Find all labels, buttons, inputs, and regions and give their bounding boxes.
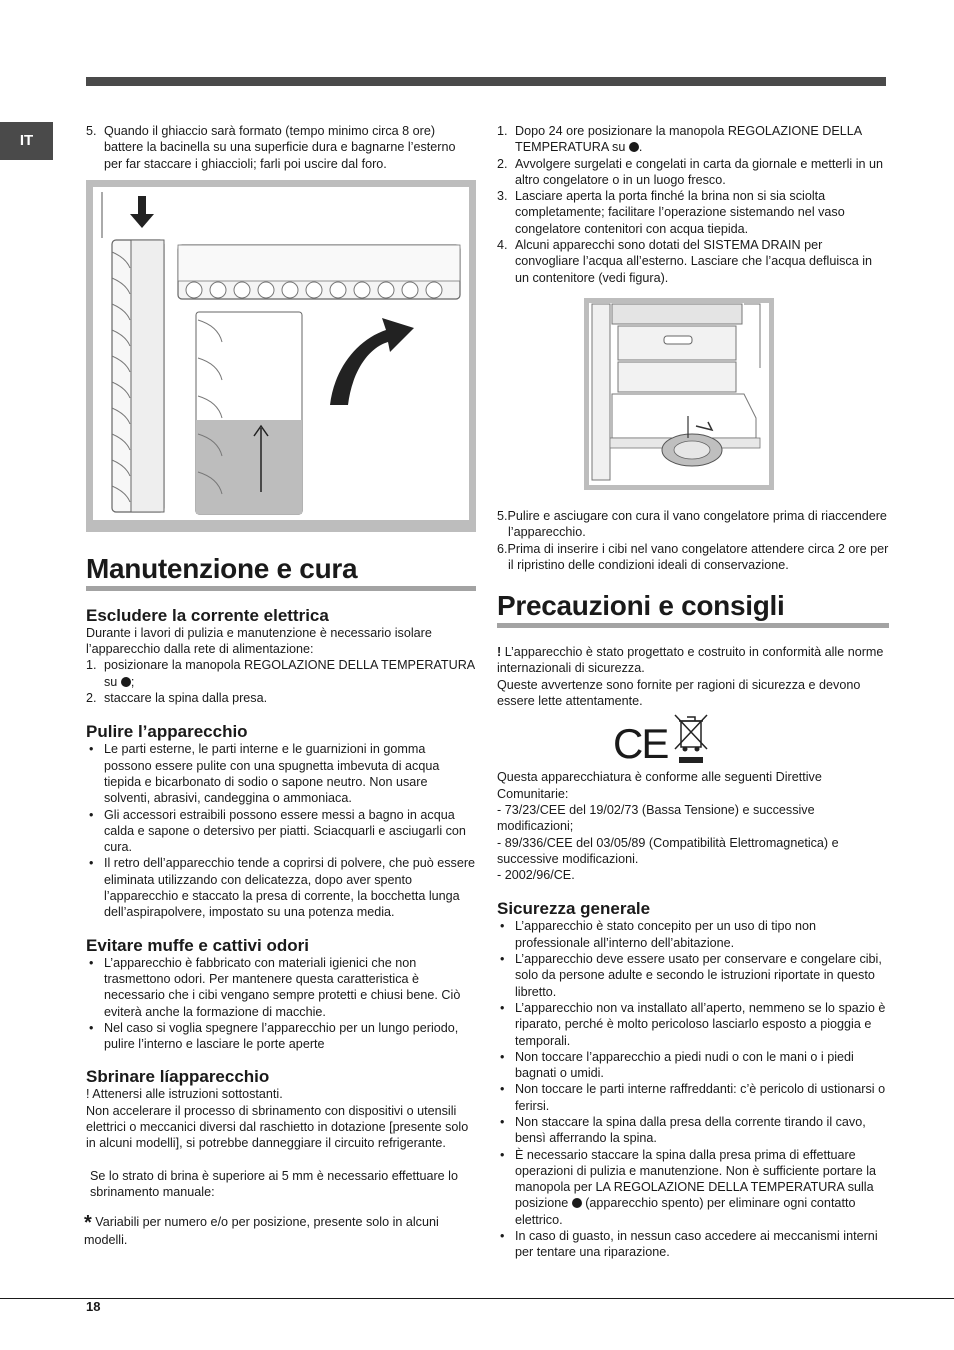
maintenance-heading-wrap: [86, 554, 476, 591]
defrost-step-4: 4. Alcuni apparecchi sono dotati del SISTEMA DRAIN per convogliare l’acqua all’esterno. Lasciare che l’acqua defluisca in un contenitore (vedi figura).: [497, 238, 873, 285]
step-5: 5. Quando il ghiaccio sarà formato (tempo minimo circa 8 ore) battere la bacinella su una superficie dura e bagnarne l’esterno per far staccare i ghiaccioli; farli poi uscire dal foro.: [86, 124, 456, 171]
disconnect-intro: Durante i lavori di pulizia e manutenzione è necessario isolare l’apparecchio dalla rete di alimentazione:: [86, 625, 432, 657]
drain-figure: [584, 298, 774, 490]
cleaning-bullet-2: • Gli accessori estraibili possono essere messi a bagno in acqua calda e sapone o detersivo per piatti. Sciacquarli e asciugarli con cura.: [86, 807, 476, 856]
mould-heading: Evitare muffe e cattivi odori: [86, 935, 309, 955]
cleaning-heading: Pulire l’apparecchio: [86, 722, 248, 742]
certification-marks: [613, 711, 889, 769]
disconnect-heading: Escludere la corrente elettrica: [86, 605, 329, 625]
maintenance-heading: Manutenzione e cura: [86, 554, 476, 591]
directives-intro: Questa apparecchiatura è conforme alle seguenti Direttive Comunitarie:: [497, 770, 822, 801]
off-position-icon: [572, 1198, 582, 1208]
safety-bullet-5: • Non toccare le parti interne raffreddanti: c’è pericolo di ustionarsi o ferirsi.: [497, 1081, 889, 1114]
safety-bullet-1: • L’apparecchio è stato concepito per un uso di tipo non professionale all’interno dell’abitazione.: [497, 918, 889, 951]
safety-bullet-3: • L’apparecchio non va installato all’aperto, nemmeno se lo spazio è riparato, perché è molto pericoloso lasciarlo esposto a pioggia e temporali.: [497, 1000, 889, 1049]
precautions-heading-wrap: [497, 591, 889, 628]
footnote: * Variabili per numero e/o per posizione, presente solo in alcuni modelli.: [84, 1212, 439, 1247]
defrost-manual: Se lo strato di brina è superiore ai 5 mm è necessario effettuare lo sbrinamento manuale:: [90, 1168, 458, 1199]
header-rule: [86, 77, 886, 86]
safety-bullet-8: • In caso di guasto, in nessun caso accedere ai meccanismi interni per tentare una riparazione.: [497, 1228, 889, 1261]
safety-bullet-6: • Non staccare la spina dalla presa della corrente tirando il cavo, bensì afferrando la spina.: [497, 1114, 889, 1147]
safety-bullet-2: • L’apparecchio deve essere usato per conservare e congelare cibi, solo da persone adulte e secondo le istruzioni riportate in questo libretto.: [497, 951, 889, 1000]
directive-1: - 73/23/CEE del 19/02/73 (Bassa Tensione) e successive modificazioni;: [497, 802, 815, 834]
defrost-step-2: 2. Avvolgere surgelati e congelati in carta da giornale e metterli in un altro congelatore o in un luogo fresco.: [497, 156, 883, 187]
drain-system-illustration: [584, 298, 774, 490]
precautions-intro: ! L’apparecchio è stato progettato e costruito in conformità alle norme internazionali di sicurezza.: [497, 645, 884, 676]
directive-3: - 2002/96/CE.: [497, 868, 575, 883]
footnote-star: *: [84, 1212, 92, 1235]
disconnect-step-1: 1. posizionare la manopola REGOLAZIONE DELLA TEMPERATURA su ;: [86, 658, 475, 689]
defrost-note: ! Attenersi alle istruzioni sottostanti.: [86, 1087, 283, 1102]
ice-tray-illustration: [86, 180, 476, 532]
cleaning-bullet-3: • Il retro dell’apparecchio tende a coprirsi di polvere, che può essere eliminata utilizzando con delicatezza, dopo aver spento l’apparecchio e staccato la presa di corrente, la bocchetta lunga dell’aspirapolvere, impostato su una potenza media.: [86, 855, 476, 920]
precautions-note: Queste avvertenze sono fornite per ragioni di sicurezza e devono essere lette attentamente.: [497, 677, 861, 709]
language-tab: IT: [0, 122, 53, 160]
safety-bullet-7: • È necessario staccare la spina dalla presa prima di effettuare operazioni di pulizia e manutenzione. Non è sufficiente portare la manopola per LA REGOLAZIONE DELLA TEMPERATURA sulla posizione (apparecchio spento) per eliminare ogni contatto elettrico.: [497, 1147, 889, 1228]
precautions-heading: Precauzioni e consigli: [497, 591, 889, 628]
ce-mark: CE: [613, 720, 668, 768]
cleaning-bullet-1: • Le parti esterne, le parti interne e le guarnizioni in gomma possono essere pulite con una spugnetta imbevuta di acqua tiepida e bicarbonato di sodio o sapone neutro. Non usare solventi, abrasivi, candeggina o ammoniaca.: [86, 741, 476, 806]
ice-tray-figure: [86, 180, 476, 532]
page-number: 18: [86, 1299, 101, 1314]
left-column: [86, 123, 476, 1248]
mould-bullet-1: • L’apparecchio è fabbricato con materiali igienici che non trasmettono odori. Per mantenere questa caratteristica è necessario che i cibi vengano sempre protetti e chiusi bene. Ciò eviterà anche la formazione di macchie.: [86, 955, 476, 1020]
off-position-icon: [629, 142, 639, 152]
defrost-step-6: 6.Prima di inserire i cibi nel vano congelatore attendere circa 2 ore per il ripristino delle condizioni ideali di conservazione.: [497, 541, 889, 572]
defrost-step-5: 5.Pulire e asciugare con cura il vano congelatore prima di riaccendere l’apparecchio.: [497, 508, 887, 540]
defrost-step-1: 1. Dopo 24 ore posizionare la manopola REGOLAZIONE DELLA TEMPERATURA su .: [497, 124, 862, 155]
weee-bin-icon: [671, 711, 711, 765]
general-safety-heading: Sicurezza generale: [497, 899, 651, 919]
defrost-step-3: 3. Lasciare aperta la porta finché la brina non si sia sciolta completamente; facilitare l’operazione sistemando nel vaso congelatore contenitori con acqua tiepida.: [497, 189, 845, 236]
right-column: [497, 123, 889, 1261]
off-position-icon: [121, 677, 131, 687]
defrost-heading: Sbrinare líapparecchio: [86, 1067, 270, 1087]
defrost-warning: Non accelerare il processo di sbrinamento con dispositivi o utensili elettrici o meccanici diversi dal raschietto in dotazione [presente solo in alcuni modelli], si potrebbe danneggiare il circuito refrigerante.: [86, 1103, 469, 1151]
footer-rule: [0, 1298, 954, 1299]
mould-bullet-2: • Nel caso si voglia spegnere l’apparecchio per un lungo periodo, pulire l’interno e lasciare le porte aperte: [86, 1020, 476, 1053]
directive-2: - 89/336/CEE del 03/05/89 (Compatibilità Elettromagnetica) e successive modificazioni.: [497, 835, 839, 866]
safety-bullet-4: • Non toccare l’apparecchio a piedi nudi o con le mani o i piedi bagnati o umidi.: [497, 1049, 889, 1082]
disconnect-step-2: 2. staccare la spina dalla presa.: [86, 691, 268, 706]
